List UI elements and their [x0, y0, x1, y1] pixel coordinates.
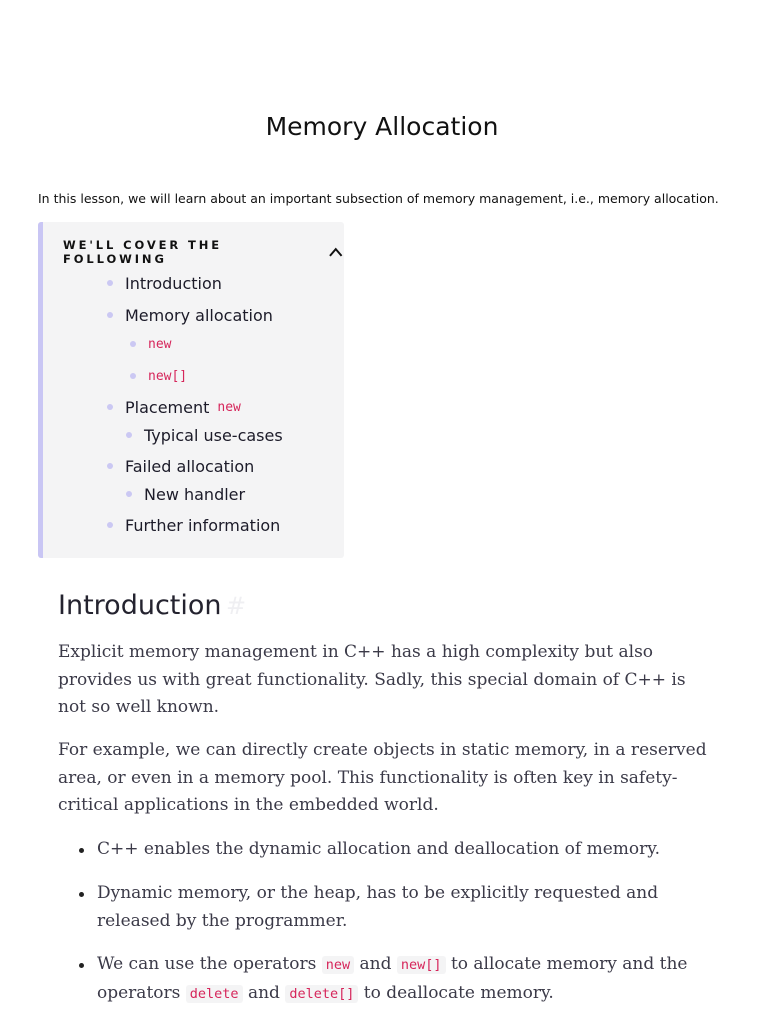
toc-item-label: Further information: [125, 515, 281, 535]
toc-item-new-array[interactable]: [148, 366, 187, 386]
toc-item-new-handler[interactable]: [144, 484, 245, 504]
toc-bullet: [130, 373, 136, 379]
toc-item-label: Memory allocation: [125, 305, 273, 325]
toc-bullet: [130, 341, 136, 347]
toc-item-label: Introduction: [125, 273, 222, 293]
list-item-text: Dynamic memory, or the heap, has to be explicitly requested and released by the programmer.: [97, 883, 659, 931]
toc-toggle[interactable]: [63, 238, 344, 266]
heading-anchor-link[interactable]: #: [226, 592, 247, 620]
inline-code: new[]: [397, 956, 446, 974]
toc-item-placement-new[interactable]: [125, 397, 241, 417]
table-of-contents: [38, 222, 344, 558]
list-item: [58, 836, 718, 864]
toc-item-code: new: [148, 336, 172, 352]
lesson-summary: In this lesson, we will learn about an important subsection of memory management, i.e., memory allocation.: [38, 191, 719, 206]
toc-bullet: [126, 491, 132, 497]
paragraph: For example, we can directly create objects in static memory, in a reserved area, or even in a memory pool. This functionality is often key in safety-critical applications in the embedded world.: [58, 740, 707, 815]
list-item-text: to allocate memory and the operators: [97, 954, 688, 1003]
toc-title: WE'LL COVER THE FOLLOWING: [63, 238, 223, 266]
toc-item-memory-allocation[interactable]: [125, 305, 273, 325]
inline-code: delete: [186, 985, 243, 1003]
toc-bullet: [107, 280, 113, 286]
list-item: [58, 880, 718, 935]
toc-item-label: New handler: [144, 484, 246, 504]
toc-item-code: new: [217, 399, 241, 415]
toc-item-code: new[]: [148, 368, 188, 384]
list-bullet: [79, 848, 84, 853]
inline-code: new: [322, 956, 354, 974]
toc-item-label: Failed allocation: [125, 456, 255, 476]
toc-item-further-information[interactable]: [125, 515, 280, 535]
chevron-up-icon[interactable]: [328, 246, 344, 258]
toc-bullet: [126, 432, 132, 438]
toc-bullet: [107, 404, 113, 410]
toc-bullet: [107, 312, 113, 318]
toc-item-introduction[interactable]: [125, 273, 222, 293]
page-title: Memory Allocation: [265, 112, 499, 141]
list-item-text: We can use the operators: [97, 954, 317, 974]
list-item-text: and: [359, 954, 392, 974]
list-item: [58, 951, 718, 1008]
list-item-text: and: [247, 982, 280, 1003]
toc-item-typical-use-cases[interactable]: [144, 425, 283, 445]
toc-item-new[interactable]: [148, 334, 171, 354]
list-bullet: [79, 892, 84, 897]
section-heading-introduction: Introduction: [58, 590, 222, 621]
toc-item-label: Typical use-cases: [144, 425, 283, 445]
toc-item-label: Placement: [125, 397, 210, 417]
list-item-text: C++ enables the dynamic allocation and deallocation of memory.: [97, 839, 661, 859]
toc-bullet: [107, 522, 113, 528]
inline-code: delete[]: [285, 985, 358, 1003]
paragraph: Explicit memory management in C++ has a high complexity but also provides us with great functionality. Sadly, this special domain of C++ is not so well known.: [58, 642, 686, 717]
toc-item-failed-allocation[interactable]: [125, 456, 254, 476]
toc-bullet: [107, 463, 113, 469]
list-item-text: to deallocate memory.: [363, 982, 554, 1003]
list-bullet: [79, 963, 84, 968]
